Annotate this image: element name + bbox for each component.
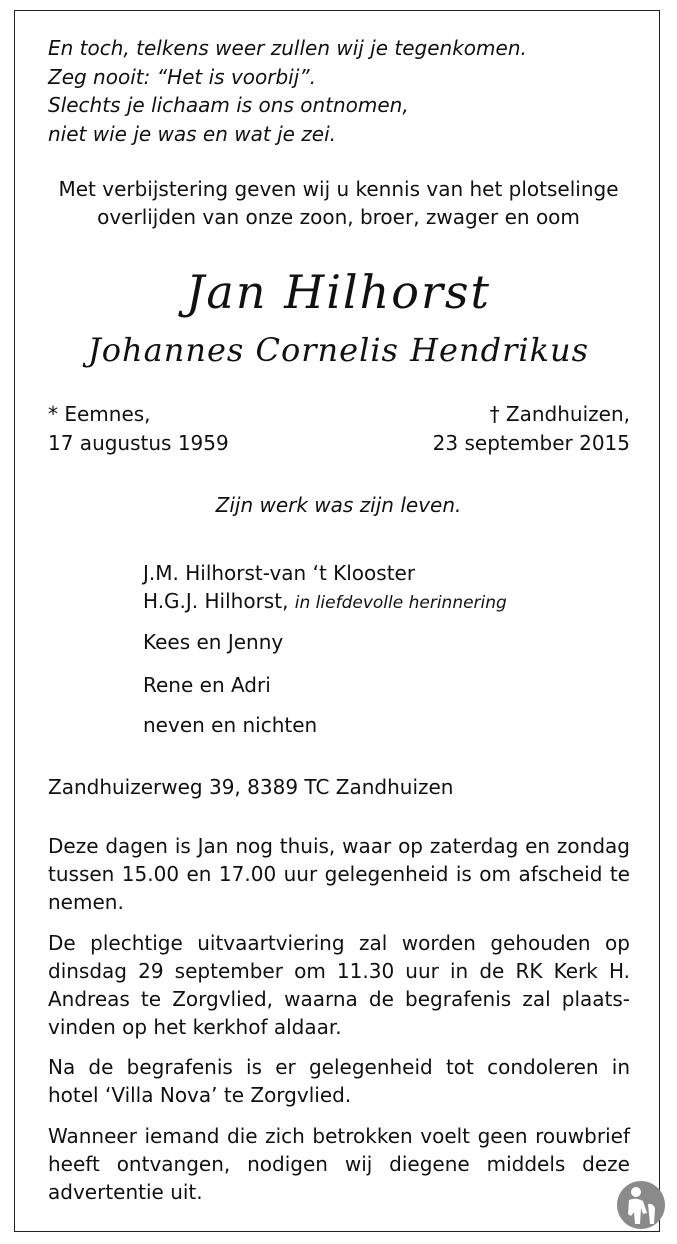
announcement <box>20 175 657 231</box>
announcement-line: Met verbijstering geven wij u kennis van het plotselinge <box>58 177 619 201</box>
family-parents <box>143 559 507 617</box>
announcement-line: overlijden van onze zoon, broer, zwager en oom <box>97 205 580 229</box>
poem-line: Zeg nooit: “Het is voorbij”. <box>48 64 316 89</box>
deceased-name: Jan Hilhorst <box>185 265 492 319</box>
address: Zandhuizerweg 39, 8389 TC Zandhuizen <box>48 775 454 799</box>
paragraph: Na de begrafenis is er gelegenheid tot condoleren in hotel ‘Villa Nova’ te Zorgvlied. <box>48 1055 630 1107</box>
paragraph: De plechtige uitvaartviering zal worden gehouden op dinsdag 29 september om 11.30 uur in de RK Kerk H. Andreas te Zorgvlied, waarna de begrafenis zal plaats-vinden op het kerkhof aldaar. <box>48 931 630 1039</box>
death-info <box>433 400 630 458</box>
poem <box>48 34 527 148</box>
birth-place: * Eemnes, <box>48 402 151 426</box>
poem-line: Slechts je lichaam is ons ontnomen, <box>48 93 409 117</box>
birth-info <box>48 400 229 458</box>
poem-line: niet wie je was en wat je zei. <box>48 121 337 146</box>
death-date: 23 september 2015 <box>432 431 630 455</box>
family-parent-name: H.G.J. Hilhorst, <box>143 589 289 613</box>
motto: Zijn werk was zijn leven. <box>215 493 462 517</box>
poem-line: En toch, telkens weer zullen wij je tegenkomen. <box>48 36 527 60</box>
paragraph: Wanneer iemand die zich betrokken voelt geen rouwbrief heeft ontvangen, nodigen wij diegene middels deze advertentie uit. <box>48 1124 630 1204</box>
family-member: Rene en Adri <box>143 673 271 697</box>
paragraph: Deze dagen is Jan nog thuis, waar op zaterdag en zondag tussen 15.00 en 17.00 uur gelegenheid is om afscheid te nemen. <box>48 834 630 914</box>
family-member: neven en nichten <box>143 713 318 737</box>
deceased-full-name: Johannes Cornelis Hendrikus <box>87 331 590 369</box>
death-place: † Zandhuizen, <box>489 402 630 426</box>
family-parent <box>143 587 507 617</box>
family-parent-note: in liefdevolle herinnering <box>294 593 507 613</box>
family-member: Kees en Jenny <box>143 630 284 654</box>
birth-date: 17 augustus 1959 <box>48 431 229 455</box>
mourning-figure-icon <box>616 1180 666 1230</box>
family-parent: J.M. Hilhorst-van ‘t Klooster <box>143 561 416 585</box>
